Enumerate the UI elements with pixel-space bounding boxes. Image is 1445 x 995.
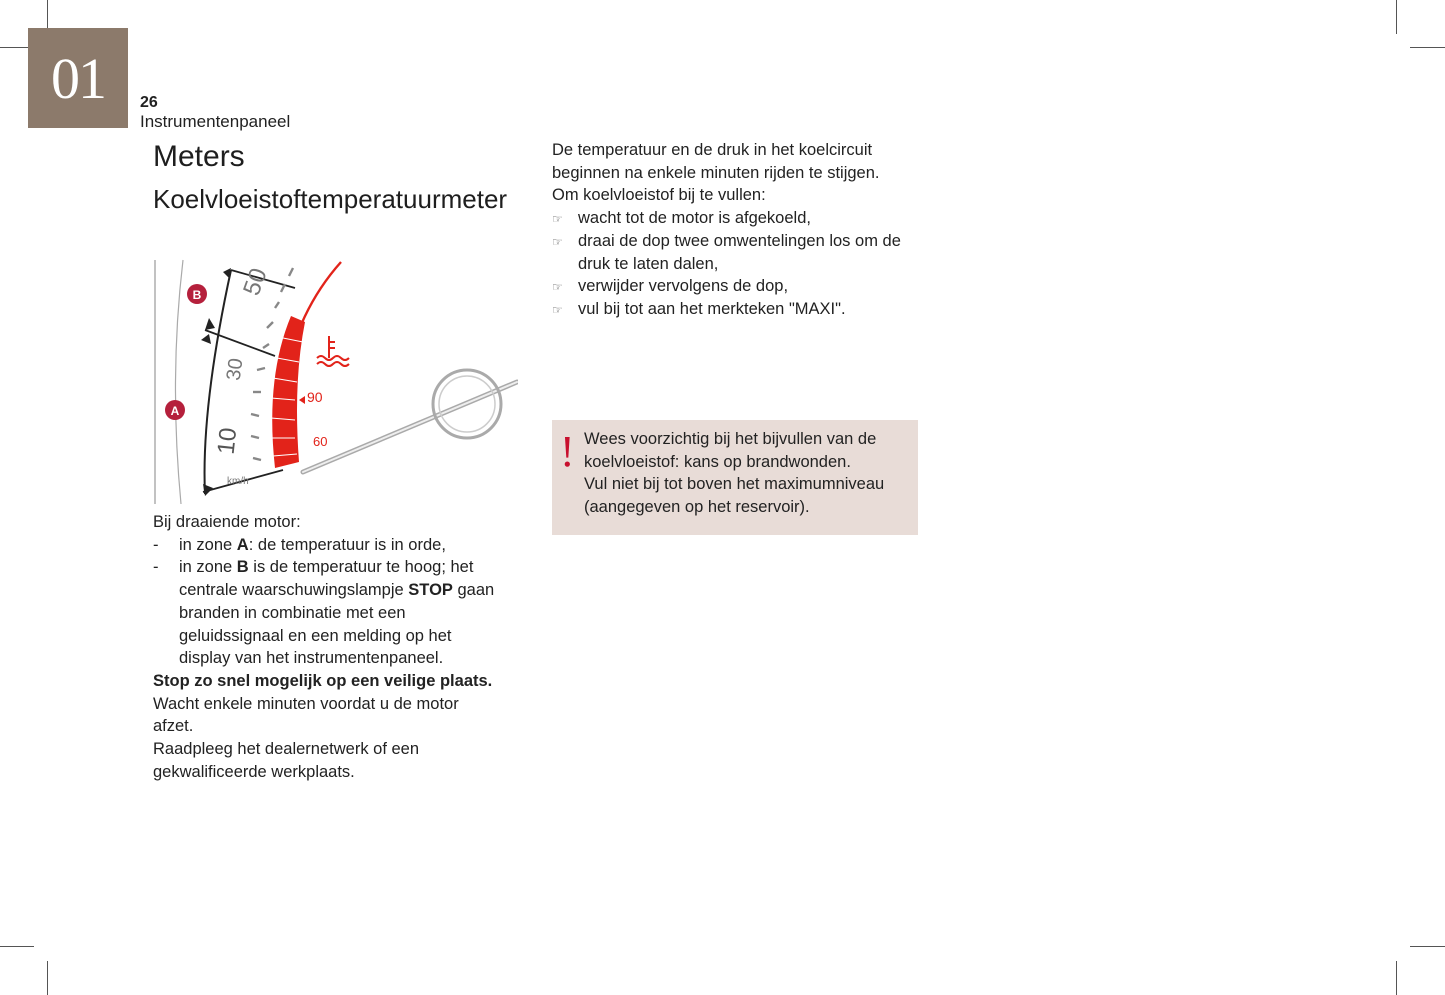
crop-mark: [1410, 946, 1445, 947]
page-title: Meters: [153, 140, 245, 173]
chapter-number-box: [28, 28, 128, 128]
coolant-gauge-illustration: [153, 258, 518, 506]
intro-line-2: Om koelvloeistof bij te vullen:: [552, 186, 766, 205]
page-subtitle: Koelvloeistoftemperatuurmeter: [153, 184, 508, 214]
speed-label-30: 30: [222, 356, 248, 382]
intro-text: Bij draaiende motor:: [153, 513, 301, 531]
list-item: - in zone B is de temperatuur te hoog; het centrale waarschuwingslampje STOP gaan branden in combinatie met een geluidssignaal en een melding op het display van het instrumentenpaneel.: [153, 558, 495, 668]
crop-mark: [1410, 47, 1445, 48]
list-item: ☞ wacht tot de motor is afgekoeld,: [552, 207, 922, 230]
label-a: A: [170, 404, 180, 418]
page-number: 26: [140, 94, 158, 111]
speed-label-50: 50: [238, 264, 273, 300]
intro-line-1: De temperatuur en de druk in het koelcircuit beginnen na enkele minuten rijden te stijgen.: [552, 141, 880, 182]
chapter-number: 01: [51, 45, 105, 111]
speed-unit-label: km/h: [227, 476, 249, 487]
pointing-hand-icon: ☞: [552, 302, 563, 317]
right-column: [552, 139, 922, 321]
temp-label-90: 90: [307, 389, 323, 405]
consult-text: Raadpleeg het dealernetwerk of een gekwalificeerde werkplaats.: [153, 740, 420, 781]
crop-mark: [1396, 961, 1397, 995]
pointing-hand-icon: ☞: [552, 212, 563, 227]
crop-mark: [47, 961, 48, 995]
list-item: ☞ verwijder vervolgens de dop,: [552, 275, 922, 298]
temp-label-60: 60: [313, 434, 328, 449]
wait-text: Wacht enkele minuten voordat u de motor afzet.: [153, 694, 459, 736]
left-column: [153, 511, 523, 783]
warning-box: [552, 420, 918, 535]
warning-text: [584, 428, 914, 519]
list-item: ☞ draai de dop twee omwentelingen los om de druk te laten dalen,: [552, 231, 901, 273]
warning-line-2: Vul niet bij tot boven het maximumniveau (aangegeven op het reservoir).: [584, 475, 885, 517]
section-name: Instrumentenpaneel: [140, 112, 291, 131]
warning-line-1: Wees voorzichtig bij het bijvullen van de koelvloeistof: kans op brandwonden.: [584, 430, 877, 471]
list-marker: -: [153, 535, 159, 554]
pointing-hand-icon: ☞: [552, 234, 563, 249]
crop-mark: [1396, 0, 1397, 34]
speed-label-10: 10: [212, 426, 243, 456]
stop-text: Stop zo snel mogelijk op een veilige plaats.: [153, 671, 493, 690]
list-item: ☞ vul bij tot aan het merkteken "MAXI".: [552, 298, 922, 321]
crop-mark: [0, 946, 34, 947]
list-item: - in zone A: de temperatuur is in orde,: [153, 534, 523, 557]
list-marker: -: [153, 558, 159, 577]
exclamation-icon: !: [560, 427, 575, 476]
pointing-hand-icon: ☞: [552, 280, 563, 295]
label-b: B: [192, 288, 202, 302]
